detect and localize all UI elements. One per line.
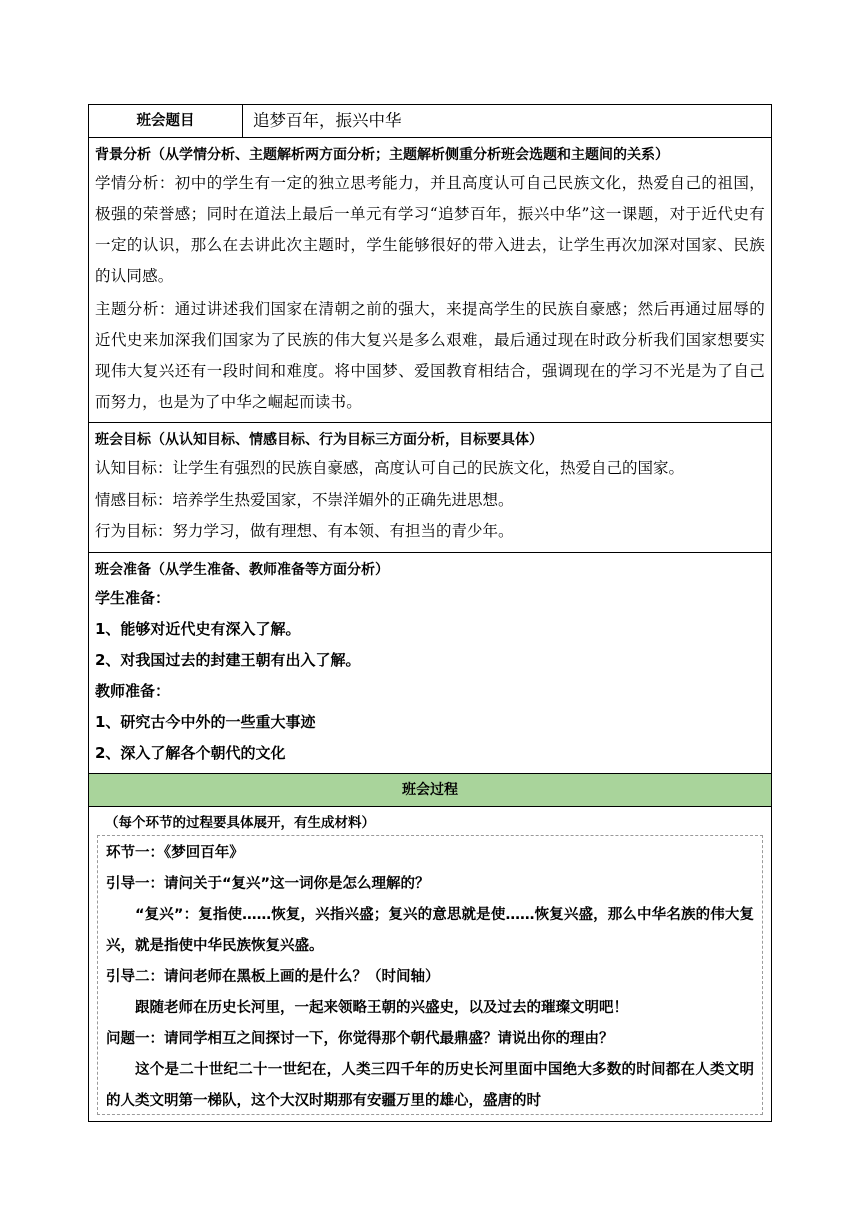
student-prep-title: 学生准备： [95,588,171,607]
teacher-prep-item: 2、深入了解各个朝代的文化 [95,743,286,762]
guide-one-answer: “复兴”：复指使……恢复，兴指兴盛；复兴的意思就是使……恢复兴盛，那么中华名族的伟大复兴，就是指使中华民族恢复兴盛。 [106,906,754,954]
guide-two-answer: 跟随老师在历史长河里，一起来领略王朝的兴盛史，以及过去的璀璨文明吧！ [135,999,628,1016]
behavior-goal: 行为目标：努力学习，做有理想、有本领、有担当的青少年。 [95,522,514,540]
prep-section [89,552,772,773]
lesson-plan-table [88,104,772,1122]
goals-section [89,423,772,553]
cognitive-goal: 认知目标：让学生有强烈的民族自豪感，高度认可自己的民族文化，热爱自己的国家。 [95,459,685,477]
goals-row [89,423,772,553]
goals-heading: 班会目标（从认知目标、情感目标、行为目标三方面分析，目标要具体） [95,432,543,448]
guide-one: 引导一：请问关于“复兴”这一词你是怎么理解的？ [106,875,430,892]
teacher-prep-title: 教师准备： [95,681,171,700]
process-note: （每个环节的过程要具体展开，有生成材料） [105,814,375,831]
theme-analysis: 主题分析：通过讲述我们国家在清朝之前的强大，来提高学生的民族自豪感；然后再通过屈辱的近代史来加深我们国家为了民族的伟大复兴是多么艰难，最后通过现在时政分析我们国家想要实现伟大复兴还有一段时间和难度。将中国梦、爱国教育相结合，强调现在的学习不光是为了自己而努力，也是为了中华之崛起而读书。 [95,300,765,411]
background-section [89,138,772,423]
topic-value: 追梦百年，振兴中华 [243,105,772,138]
process-content-box [97,835,763,1115]
topic-label: 班会题目 [89,105,243,138]
teacher-prep-item: 1、研究古今中外的一些重大事迹 [95,712,316,731]
question-one-answer: 这个是二十世纪二十一世纪在，人类三四千年的历史长河里面中国绝大多数的时间都在人类文明的人类文明第一梯队，这个大汉时期那有安疆万里的雄心，盛唐的时 [106,1061,754,1109]
situation-analysis: 学情分析：初中的学生有一定的独立思考能力，并且高度认可自己民族文化，热爱自己的祖国，极强的荣誉感；同时在道法上最后一单元有学习“追梦百年，振兴中华”这一课题，对于近代史有一定的认识，那么在去讲此次主题时，学生能够很好的带入进去，让学生再次加深对国家、民族的认同感。 [95,174,765,285]
topic-row [89,105,772,138]
prep-heading: 班会准备（从学生准备、教师准备等方面分析） [95,561,389,578]
question-one: 问题一：请同学相互之间探讨一下，你觉得那个朝代最鼎盛？请说出你的理由？ [106,1030,614,1047]
process-row [89,806,772,1121]
section-one-title: 环节一：《梦回百年》 [106,844,244,861]
lesson-plan-document [88,104,772,1122]
student-prep-item: 2、对我国过去的封建王朝有出入了解。 [95,650,361,669]
process-bar-row [89,773,772,806]
background-row [89,138,772,423]
guide-two: 引导二：请问老师在黑板上画的是什么？（时间轴） [106,968,440,985]
student-prep-item: 1、能够对近代史有深入了解。 [95,619,301,638]
emotional-goal: 情感目标：培养学生热爱国家，不崇洋媚外的正确先进思想。 [95,490,514,509]
prep-row [89,552,772,773]
background-heading: 背景分析（从学情分析、主题解析两方面分析；主题解析侧重分析班会选题和主题间的关系） [95,147,669,163]
process-bar-title: 班会过程 [89,773,772,806]
process-section [89,806,772,1121]
